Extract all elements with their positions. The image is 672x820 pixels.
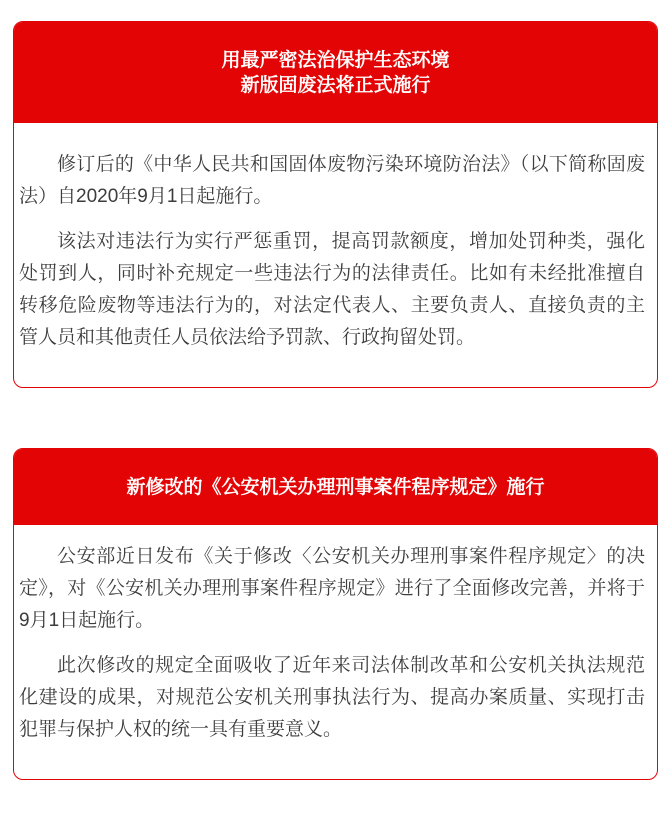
article-body xyxy=(14,525,657,779)
article-paragraph: 修订后的《中华人民共和国固体废物污染环境防治法》（以下简称固废法）自2020年9月1日起施行。 xyxy=(19,154,645,207)
article-header-banner xyxy=(14,22,657,123)
article-card-solid-waste-law xyxy=(13,21,658,388)
article-paragraph: 该法对违法行为实行严惩重罚，提高罚款额度，增加处罚种类，强化处罚到人，同时补充规定一些违法行为的法律责任。比如有未经批准擅自转移危险废物等违法行为的，对法定代表人、主要负责人、直接负责的主管人员和其他责任人员依法给予罚款、行政拘留处罚。 xyxy=(19,231,645,348)
page xyxy=(0,21,672,820)
article-body xyxy=(14,123,657,387)
article-title-line: 新修改的《公安机关办理刑事案件程序规定》施行 xyxy=(126,477,545,498)
article-title-line: 用最严密法治保护生态环境 xyxy=(221,50,450,71)
article-header-banner xyxy=(14,449,657,525)
article-paragraph: 公安部近日发布《关于修改〈公安机关办理刑事案件程序规定〉的决定》，对《公安机关办理刑事案件程序规定》进行了全面修改完善，并将于9月1日起施行。 xyxy=(19,546,645,631)
article-paragraph: 此次修改的规定全面吸收了近年来司法体制改革和公安机关执法规范化建设的成果，对规范公安机关刑事执法行为、提高办案质量、实现打击犯罪与保护人权的统一具有重要意义。 xyxy=(19,655,645,740)
article-card-criminal-procedure-regulation xyxy=(13,448,658,780)
article-title-line: 新版固废法将正式施行 xyxy=(240,75,431,96)
